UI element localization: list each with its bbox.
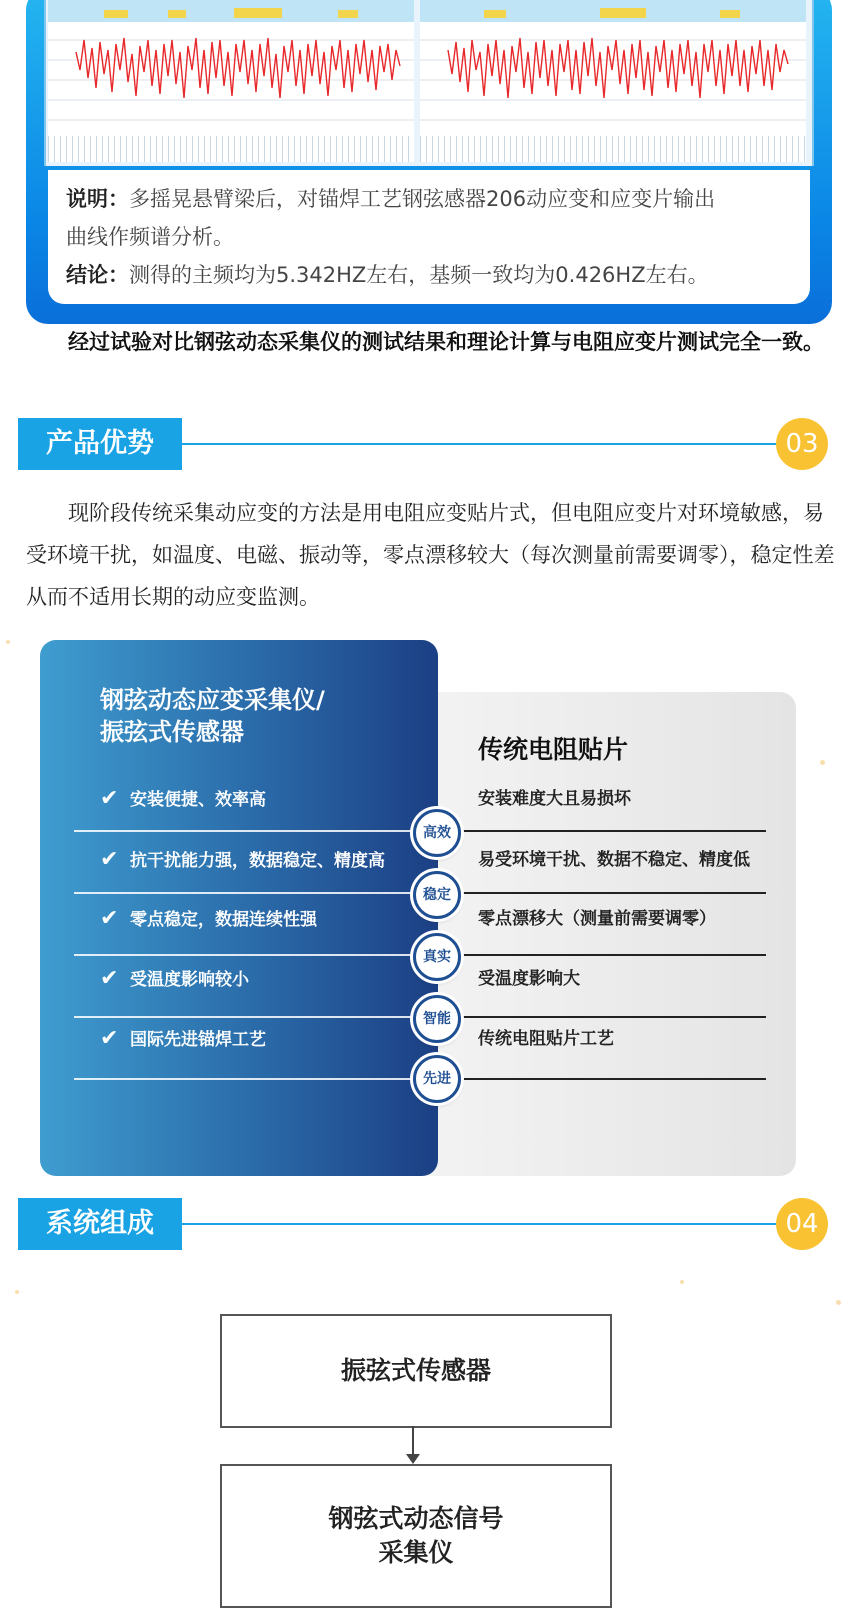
right-item: 传统电阻贴片工艺 [478, 1029, 614, 1049]
left-item-text: 零点稳定，数据连续性强 [130, 910, 317, 930]
note-label: 说明： [66, 187, 129, 211]
advantages-paragraph: 现阶段传统采集动应变的方法是用电阻应变贴片式，但电阻应变片对环境敏感，易受环境干扰，如温度、电磁、振动等，零点漂移较大（每次测量前需要调零），稳定性差从而不适用长期的动应变监测。 [26, 501, 835, 609]
badge-smart: 智能 [413, 995, 461, 1043]
section-divider [182, 443, 798, 445]
note-continued: 曲线作频谱分析。 [66, 225, 234, 249]
badge-stable: 稳定 [413, 871, 461, 919]
left-item-text: 国际先进锚焊工艺 [130, 1030, 266, 1050]
check-icon: ✔ [100, 786, 119, 811]
badge-efficient: 高效 [413, 809, 461, 857]
left-item-text: 受温度影响较小 [130, 970, 249, 990]
section-label: 系统组成 [18, 1198, 182, 1250]
right-waveform-plot [420, 0, 806, 162]
left-title-line1: 钢弦动态应变采集仪/ [100, 686, 325, 714]
traditional-title: 传统电阻贴片 [478, 735, 629, 764]
vibrating-wire-title [100, 684, 420, 748]
conclusion-text: 测得的主频均为5.342HZ左右，基频一致均为0.426HZ左右。 [129, 263, 709, 287]
check-icon: ✔ [100, 1026, 119, 1051]
left-row-divider [74, 1078, 430, 1080]
check-icon: ✔ [100, 847, 119, 872]
badge-advanced: 先进 [413, 1055, 461, 1103]
flow-box-sensor-label: 振弦式传感器 [340, 1356, 491, 1385]
figure-caption [48, 170, 810, 304]
right-row-divider [440, 1078, 766, 1080]
left-row-divider [74, 954, 430, 956]
right-item: 受温度影响大 [478, 969, 580, 989]
flow-box-sensor [220, 1314, 612, 1428]
right-item: 零点漂移大（测量前需要调零） [478, 909, 716, 929]
left-item [100, 784, 430, 814]
left-waveform-plot [48, 0, 414, 162]
badge-authentic: 真实 [413, 933, 461, 981]
left-row-divider [74, 830, 430, 832]
flow-box-collector [220, 1464, 612, 1608]
left-item [100, 845, 430, 875]
section-header-system [18, 1198, 828, 1250]
left-item [100, 1024, 430, 1054]
arrow-down-icon [406, 1454, 420, 1464]
note-text: 多摇晃悬臂梁后，对锚焊工艺钢弦感器206动应变和应变片输出 [129, 187, 716, 211]
right-item: 易受环境干扰、数据不稳定、精度低 [478, 850, 750, 870]
right-item: 安装难度大且易损坏 [478, 789, 631, 809]
right-row-divider [440, 892, 766, 894]
flow-box-collector-line2: 采集仪 [378, 1538, 454, 1567]
conclusion-label: 结论： [66, 263, 129, 287]
section-number-badge: 03 [776, 418, 828, 470]
left-item [100, 964, 430, 994]
right-row-divider [440, 1016, 766, 1018]
flow-box-collector-line1: 钢弦式动态信号 [328, 1504, 504, 1533]
right-row-divider [440, 954, 766, 956]
left-row-divider [74, 1016, 430, 1018]
left-row-divider [74, 892, 430, 894]
summary-text: 经过试验对比钢弦动态采集仪的测试结果和理论计算与电阻应变片测试完全一致。 [68, 330, 824, 354]
section-divider [182, 1223, 798, 1225]
left-item [100, 904, 430, 934]
section-label: 产品优势 [18, 418, 182, 470]
left-item-text: 安装便捷、效率高 [130, 790, 266, 810]
check-icon: ✔ [100, 906, 119, 931]
section-header-advantages [18, 418, 828, 470]
right-row-divider [440, 830, 766, 832]
left-title-line2: 振弦式传感器 [100, 718, 244, 746]
section-number-badge: 04 [776, 1198, 828, 1250]
left-item-text: 抗干扰能力强，数据稳定、精度高 [130, 851, 385, 871]
check-icon: ✔ [100, 966, 119, 991]
